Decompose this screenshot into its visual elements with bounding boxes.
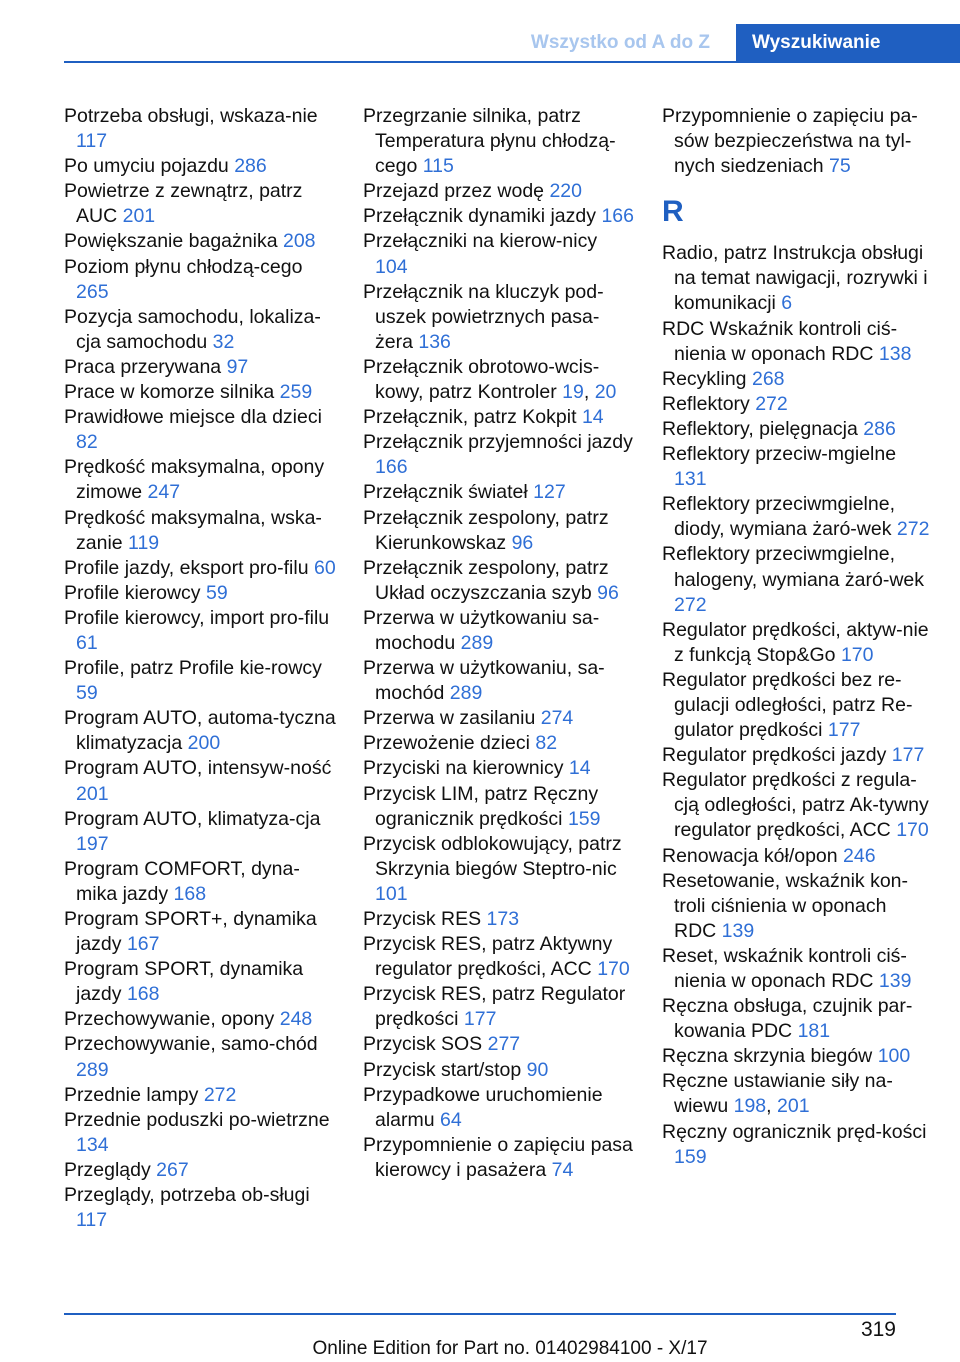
index-entry [662,241,934,316]
page-link[interactable]: 173 [486,908,520,930]
index-entry-text: Przednie poduszki po-wietrzne [64,1108,330,1131]
page-link[interactable]: 166 [375,456,408,479]
index-entry: Ręczne ustawianie siły na-wiewu 198, 201 [662,1070,893,1118]
index-entry [363,229,635,279]
index-entry [662,492,934,542]
index-entry [64,1032,336,1082]
index-entry-text: Reflektory przeciw-mgielne [662,443,897,466]
index-entry-text: Recykling [662,367,747,390]
index-entry-text: Praca przerywana [64,355,222,378]
index-entry-text: Prędkość maksymalna, opony zimowe [64,456,325,504]
index-entry-text: Regulator prędkości bez re-gulacji odległości, patrz Re-gulator prędkości [662,668,913,742]
index-entry [662,542,934,617]
index-entry-text: Przycisk RES, patrz Regulator prędkości [363,983,626,1031]
index-entry-text: Regulator prędkości, aktyw-nie z funkcją Stop&Go [662,618,929,666]
index-entry [64,506,336,556]
index-entry [363,506,635,556]
page-link[interactable]: 208 [282,230,316,253]
index-entry-text: Resetowanie, wskaźnik kon-troli ciśnienia w oponach RDC [662,869,909,942]
page-link[interactable]: 168 [126,983,160,1006]
index-entry-text: Program AUTO, intensyw-ność [64,757,332,780]
index-entry-text: Po umyciu pojazdu [64,155,229,178]
page-link[interactable]: 117 [76,1209,108,1232]
page-link[interactable]: 268 [751,367,785,390]
index-entry [64,556,336,581]
index-entry [363,104,635,179]
index-entry-text: Przełącznik zespolony, patrz Kierunkowskaz [363,506,609,554]
page-link[interactable]: 82 [535,732,558,755]
footer-rule [64,1313,896,1315]
index-entry [64,656,336,706]
page-link[interactable]: 96 [597,581,619,604]
index-entry [363,280,635,355]
index-entry [363,932,635,982]
page-link[interactable]: 201 [76,782,109,805]
index-entry [662,743,934,768]
index-entry [662,104,934,179]
index-entry-text: Przełącznik dynamiki jazdy [363,205,597,228]
index-entry [363,706,635,731]
page-link[interactable]: 289 [449,682,483,705]
index-entry [363,656,635,706]
index-entry [64,380,336,405]
index-entry [662,618,934,668]
index-entry-text: Prędkość maksymalna, wska-zanie [64,506,322,554]
page-link[interactable]: 138 [878,342,912,365]
index-entry [363,782,635,832]
index-entry-text: Program SPORT, dynamika jazdy [64,958,304,1006]
index-entry [662,994,934,1044]
index-entry [662,367,934,392]
index-entry-text: Prawidłowe miejsce dla dzieci [64,406,322,429]
page-link[interactable]: 289 [460,631,494,654]
page-link[interactable]: 90 [526,1058,549,1081]
index-entry [662,844,934,869]
page-link[interactable]: 167 [126,933,160,956]
index-entry-text: Przełącznik zespolony, patrz Układ oczyszczania szyb [363,556,609,604]
index-entry [363,907,635,932]
index-entry-text: Przycisk odblokowujący, patrz Skrzynia biegów Steptro-nic [363,832,622,880]
index-entry-text: Program SPORT+, dynamika jazdy [64,908,317,956]
index-entry-text: Profile jazdy, eksport pro-filu [64,556,309,579]
page-link[interactable]: 265 [76,280,109,303]
index-entry-text: Program AUTO, automa-tyczna klimatyzacja [64,707,336,755]
index-entry [363,1032,635,1057]
index-entry [662,392,934,417]
index-entry [64,455,336,505]
index-entry-text: Przeglądy, potrzeba ob-sługi [64,1184,310,1207]
page-link[interactable]: 14 [581,406,604,429]
page-link[interactable]: 20 [594,381,617,404]
index-entry [64,807,336,857]
index-entry-text: Przełącznik, patrz Kokpit [363,406,577,429]
index-entry [64,706,336,756]
index-entry [64,1083,336,1108]
index-entry-text: RDC Wskaźnik kontroli ciś-nienia w oponach RDC [662,317,898,365]
index-entry [64,907,336,957]
index-entry-text: Przechowywanie, opony [64,1008,275,1031]
index-entry-text: Przechowywanie, samo-chód [64,1033,318,1056]
page-link[interactable]: 131 [674,468,707,491]
header-rule [64,61,960,63]
page-link[interactable]: 277 [487,1033,521,1056]
index-entry [662,768,934,843]
index-entry-text: Profile kierowcy [64,581,201,604]
page-link[interactable]: 119 [128,531,160,554]
page-link[interactable]: 170 [597,958,630,981]
page-link[interactable]: 127 [533,481,566,504]
page-link[interactable]: 64 [440,1108,462,1131]
index-entry-text: Pozycja samochodu, lokaliza-cja samochodu [64,305,321,353]
page-link[interactable]: 82 [76,431,98,454]
page-link[interactable]: 74 [551,1158,574,1181]
index-entry-text: Przegrzanie silnika, patrz Temperatura płynu chłodzą-cego [363,105,616,178]
index-entry [363,606,635,656]
page-link[interactable]: 272 [896,518,930,541]
index-entry [363,204,635,229]
page-link[interactable]: 14 [568,757,591,780]
index-entry-text: Przycisk SOS [363,1033,483,1056]
index-column-2 [363,104,635,1183]
index-entry [64,1158,336,1183]
index-entry-text: Przypomnienie o zapięciu pasa kierowcy i pasażera [363,1133,633,1181]
index-entry-text: Powietrze z zewnątrz, patrz AUC [64,180,303,228]
page-link[interactable]: 59 [76,682,98,705]
footer-edition: Online Edition for Part no. 01402984100 - X/17 [312,1338,708,1359]
index-entry [662,944,934,994]
page-header [0,24,960,62]
page-link[interactable]: 168 [173,882,207,905]
index-entry [363,756,635,781]
index-entry-text: Ręczna obsługa, czujnik par-kowania PDC [662,995,913,1043]
page-link[interactable]: 61 [76,631,98,654]
index-entry [363,982,635,1032]
index-entry [64,957,336,1007]
index-column-3 [662,104,934,1170]
index-entry [64,1183,336,1233]
index-entry-text: Przełącznik przyjemności jazdy [363,431,633,454]
index-entry [662,869,934,944]
page-link[interactable]: 96 [511,531,534,554]
index-entry-text: Przełącznik na kluczyk pod-uszek powietrznych pasa-żera [363,280,604,353]
index-entry-text: Prace w komorze silnika [64,381,275,404]
index-entry-text: Poziom płynu chłodzą-cego [64,255,303,278]
index-entry-text: Reflektory przeciwmgielne, halogeny, wymiana żaró-wek [662,543,925,591]
index-entry-text: Program COMFORT, dyna-mika jazdy [64,857,300,905]
page-link[interactable]: 289 [76,1058,109,1081]
page-link[interactable]: 274 [540,707,574,730]
index-entry [64,229,336,254]
page-link[interactable]: 6 [781,292,793,315]
page-link[interactable]: 200 [187,732,221,755]
index-entry [662,668,934,743]
page-link[interactable]: 177 [827,719,861,742]
index-entry [64,154,336,179]
index-entry [363,1058,635,1083]
page-link[interactable]: 201 [122,205,156,228]
index-entry-text: Przeglądy [64,1158,151,1181]
tab-search[interactable]: Wyszukiwanie [736,24,960,62]
index-entry-text: Przewożenie dzieci [363,732,530,755]
index-entry-text: Ręczna skrzynia biegów [662,1045,873,1068]
index-entry-text: Ręczny ogranicznik pręd-kości [662,1120,927,1143]
index-entry [64,1007,336,1032]
page-link[interactable]: 198 [733,1095,767,1118]
page-link[interactable]: 181 [797,1020,831,1043]
index-entry [662,442,934,492]
page-link[interactable]: 177 [463,1008,497,1031]
index-entry-text: Radio, patrz Instrukcja obsługi na temat nawigacji, rozrywki i komunikacji [662,242,928,315]
index-entry [64,405,336,455]
index-column-1 [64,104,336,1233]
page-link[interactable]: 259 [279,381,313,404]
index-entry [363,405,635,430]
index-entry-text: Przerwa w użytkowaniu sa-mochodu [363,606,600,654]
index-entry-text: Program AUTO, klimatyza-cja [64,807,321,830]
index-entry-text: Renowacja kół/opon [662,844,838,867]
index-entry [64,305,336,355]
index-entry [363,179,635,204]
page-link[interactable]: 272 [755,392,788,415]
page-link[interactable]: 97 [226,355,249,378]
page-link[interactable]: 32 [212,330,235,353]
index-entry [64,104,336,154]
index-entry-text: Reflektory przeciwmgielne, diody, wymiana żaró-wek [662,493,896,541]
index-entry [64,857,336,907]
index-entry-text: Przycisk RES [363,908,482,930]
index-entry-text: Reflektory [662,392,750,415]
index-entry-text: Przypadkowe uruchomienie alarmu [363,1083,603,1131]
page-link[interactable]: 136 [418,330,451,353]
page-link[interactable]: 170 [896,819,929,842]
index-entry-text: Regulator prędkości jazdy [662,744,887,767]
section-tab-a-to-z[interactable]: Wszystko od A do Z [530,32,710,53]
page-link[interactable]: 272 [674,593,707,616]
index-entry [363,480,635,505]
index-entry [662,317,934,367]
index-entry [363,832,635,907]
index-entry-text: Przycisk start/stop [363,1058,522,1081]
index-entry [363,430,635,480]
index-entry-text: Profile, patrz Profile kie-rowcy [64,657,322,680]
page-link[interactable]: 134 [76,1133,109,1156]
page-link[interactable]: 60 [314,556,336,579]
index-entry-text: Powiększanie bagażnika [64,230,278,253]
index-entry [363,1083,635,1133]
page-link[interactable]: 197 [76,832,109,855]
index-entry [363,1133,635,1183]
index-entry-text: Profile kierowcy, import pro-filu [64,606,330,629]
index-entry-text: Potrzeba obsługi, wskaza-nie [64,105,318,127]
page-link[interactable]: 177 [891,744,925,767]
index-entry [662,1120,934,1170]
index-entry-text: Przełączniki na kierow-nicy [363,230,598,253]
index-entry [363,556,635,606]
page-link[interactable]: 159 [567,807,601,830]
page-link[interactable]: 59 [205,581,228,604]
index-entry: Przełącznik obrotowo-wcis-kowy, patrz Kontroler 19, 20 [363,355,617,404]
page-link[interactable]: 247 [147,481,181,504]
index-entry-text: Przerwa w użytkowaniu, sa-mochód [363,657,605,705]
index-entry-text: Przednie lampy [64,1083,199,1106]
index-entry-text: Przejazd przez wodę [363,180,545,203]
page-link[interactable]: 267 [156,1158,189,1181]
page-link[interactable]: 220 [549,180,582,203]
index-entry-text: Przełącznik świateł [363,481,528,504]
page-link[interactable]: 100 [877,1045,911,1068]
index-entry-text: Ręczne ustawianie siły na-wiewu [662,1070,893,1118]
page-link[interactable]: 170 [840,643,874,666]
index-entry [64,179,336,229]
index-entry [64,1108,336,1158]
page-link[interactable]: 166 [601,205,634,228]
page-link[interactable]: 246 [843,844,876,867]
index-entry [64,606,336,656]
page-link[interactable]: 286 [234,155,267,178]
index-entry [662,417,934,442]
page-link[interactable]: 286 [863,417,896,440]
index-entry-text: Przypomnienie o zapięciu pa-sów bezpieczeństwa na tyl-nych siedzeniach [662,105,918,178]
index-entry-text: Przełącznik obrotowo-wcis-kowy, patrz Kontroler [363,355,600,404]
page-link[interactable]: 139 [878,970,912,992]
index-entry [64,355,336,380]
index-entry-text: Regulator prędkości z regula-cją odległości, patrz Ak-tywny regulator prędkości, ACC [662,769,929,842]
index-entry-text: Przycisk LIM, patrz Ręczny ogranicznik prędkości [363,782,599,830]
index-entry [363,731,635,756]
page-link[interactable]: 117 [76,130,108,153]
page-number: 319 [860,1318,896,1341]
page-link[interactable]: 101 [375,882,408,905]
page-link[interactable]: 248 [279,1008,313,1031]
page-link[interactable]: 115 [422,155,454,178]
page-link[interactable]: 159 [674,1145,707,1168]
index-entry-text: Reflektory, pielęgnacja [662,417,858,440]
page-link[interactable]: 272 [203,1083,237,1106]
section-letter: R [662,195,684,229]
page-link[interactable]: 104 [375,255,408,278]
index-entry-text: Reset, wskaźnik kontroli ciś-nienia w oponach RDC [662,944,907,992]
index-entry-text: Przyciski na kierownicy [363,757,564,780]
page-link[interactable]: 75 [829,155,851,178]
page-link[interactable]: 139 [721,919,755,942]
index-entry [64,255,336,305]
index-entry-text: Przerwa w zasilaniu [363,707,536,730]
page-link[interactable]: 19 [562,381,584,404]
index-entry [662,1044,934,1069]
index-entry [64,581,336,606]
index-entry-text: Przycisk RES, patrz Aktywny regulator prędkości, ACC [363,933,613,981]
index-entry [64,756,336,806]
page-link[interactable]: 201 [777,1095,810,1118]
